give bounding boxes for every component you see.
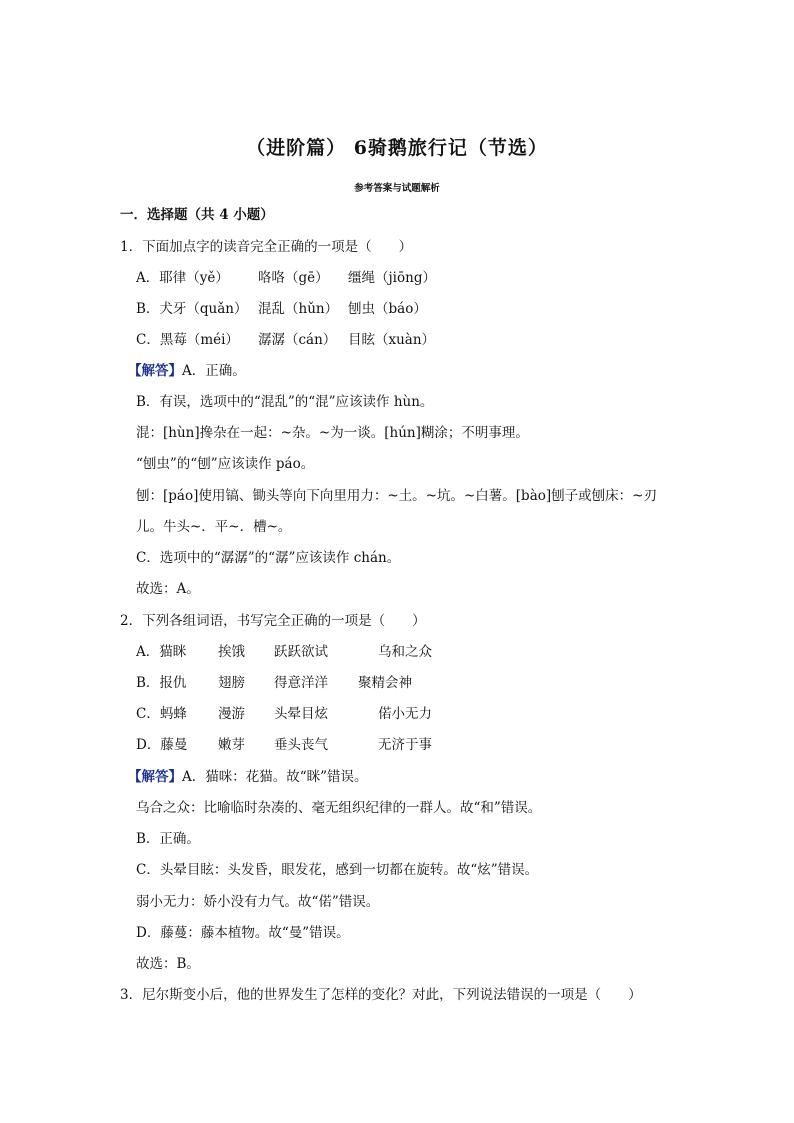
q1-answer-tag: 【解答】: [128, 363, 182, 379]
q2-explain-1: 乌合之众：比喻临时杂凑的、毫无组织纪律的一群人。故“和”错误。: [136, 800, 542, 816]
q2-explain-6: 故选：B。: [136, 956, 200, 972]
q1-option-c-word-2: 潺潺（cán）: [258, 332, 337, 348]
q2-option-d-word-4: 无济于事: [378, 737, 432, 753]
q2-option-b-word-4: 聚精会神: [358, 675, 412, 691]
q2-option-a: [136, 643, 432, 661]
q1-explain-1: B．有误，选项中的“混乱”的“混”应该读作 hùn。: [136, 394, 434, 410]
q2-option-c-word-1: C．蚂蜂: [136, 706, 187, 722]
q2-option-c-word-2: 漫游: [218, 706, 245, 722]
q1-explain-7: 故选：A。: [136, 581, 200, 597]
q2-option-d-word-3: 垂头丧气: [274, 737, 328, 753]
q2-explain-3: C．头晕目眩：头发昏，眼发花，感到一切都在旋转。故“炫”错误。: [136, 862, 539, 878]
q2-option-a-word-2: 挨饿: [218, 644, 245, 660]
q2-option-a-word-1: A．猫眯: [136, 644, 187, 660]
q1-option-c-word-3: 目眩（xuàn）: [348, 332, 436, 348]
page-title: （进阶篇） 6骑鹅旅行记（节选）: [246, 137, 548, 159]
q1-explain-3: “刨虫”的“刨”应该读作 páo。: [136, 456, 315, 472]
q1-option-b-word-1: B．犬牙（quǎn）: [136, 301, 248, 317]
q2-option-b-word-2: 翅膀: [218, 675, 245, 691]
q1-option-c: [136, 331, 435, 349]
q2-option-c-word-3: 头晕目炫: [274, 706, 328, 722]
q1-option-b-word-2: 混乱（hǔn）: [258, 301, 339, 317]
q2-option-d: [136, 736, 432, 754]
q2-option-b: [136, 674, 412, 692]
q2-answer-first: A．猫咪：花猫。故“眯”错误。: [182, 769, 368, 785]
q1-option-a-word-2: 咯咯（gē）: [258, 270, 329, 286]
q1-option-c-word-1: C．黑莓（méi）: [136, 332, 239, 348]
q1-option-b-word-3: 刨虫（báo）: [348, 301, 427, 317]
q2-explain-4: 弱小无力：娇小没有力气。故“偌”错误。: [136, 894, 380, 910]
q1-explain-5: 儿。牛头~．平~．槽~。: [136, 519, 292, 535]
section-heading: 一．选择题（共 4 小题）: [120, 207, 274, 223]
q2-option-c-word-4: 偌小无力: [378, 706, 432, 722]
q2-answer-tag: 【解答】: [128, 769, 182, 785]
q2-option-a-word-3: 跃跃欲试: [274, 644, 328, 660]
q1-explain-4: 刨：[páo]使用镐、锄头等向下向里用力：~土。~坑。~白薯。[bào]刨子或刨床：~刃: [136, 488, 657, 504]
q1-option-b: [136, 300, 427, 318]
q1-option-a: [136, 269, 436, 287]
q2-option-d-word-1: D．藤曼: [136, 737, 188, 753]
q2-explain-5: D．藤蔓：藤本植物。故“曼”错误。: [136, 925, 350, 941]
q2-option-b-word-3: 得意洋洋: [274, 675, 328, 691]
question-3-stem: 3．尼尔斯变小后，他的世界发生了怎样的变化？对此，下列说法错误的一项是（ ）: [120, 987, 642, 1003]
page-subtitle: 参考答案与试题解析: [354, 183, 440, 194]
q1-explain-6: C．选项中的“潺潺”的“潺”应该读作 chán。: [136, 550, 401, 566]
question-1-stem: 1．下面加点字的读音完全正确的一项是（ ）: [120, 239, 413, 255]
q2-answer: [128, 768, 368, 786]
q1-explain-2: 混：[hùn]搀杂在一起：~杂。~为一谈。[hún]糊涂；不明事理。: [136, 425, 529, 441]
q1-option-a-word-3: 缰绳（jiōng）: [348, 270, 436, 286]
q2-option-c: [136, 705, 432, 723]
question-2-stem: 2．下列各组词语，书写完全正确的一项是（ ）: [120, 613, 426, 629]
q2-explain-2: B．正确。: [136, 831, 200, 847]
q2-option-b-word-1: B．报仇: [136, 675, 187, 691]
q1-answer: [128, 362, 246, 380]
q1-answer-first: A．正确。: [182, 363, 246, 379]
q2-option-d-word-2: 嫩芽: [218, 737, 245, 753]
q1-option-a-word-1: A．耶律（yě）: [136, 270, 229, 286]
q2-option-a-word-4: 乌和之众: [378, 644, 432, 660]
